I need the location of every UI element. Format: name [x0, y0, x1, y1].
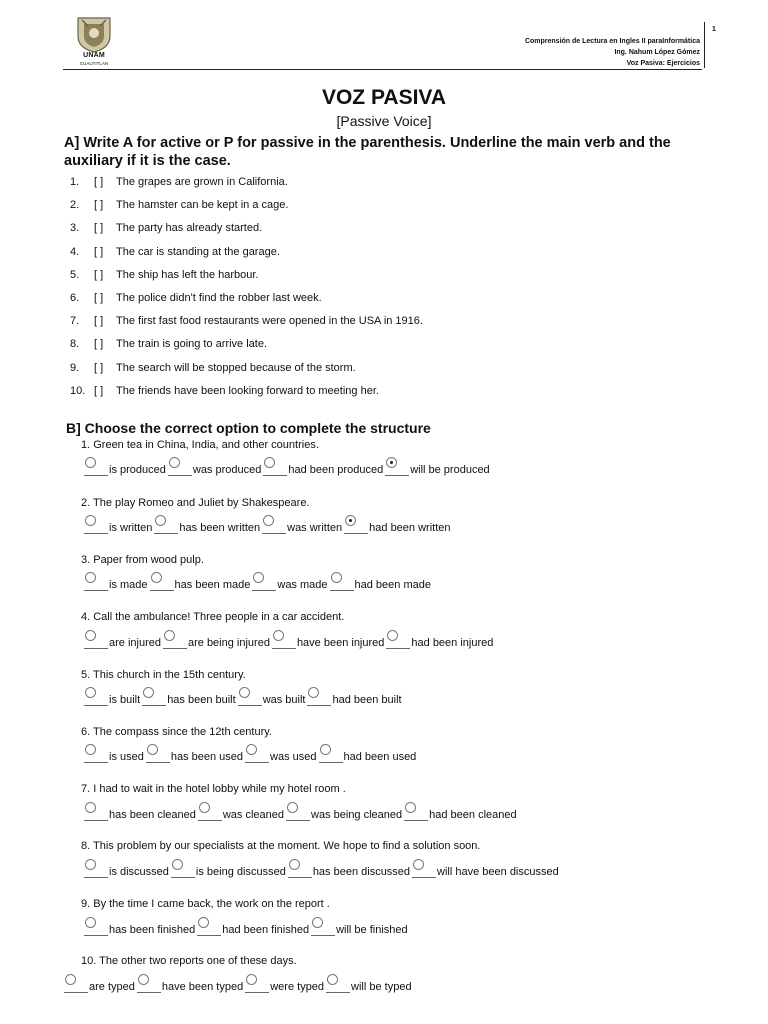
radio-button	[263, 461, 287, 476]
option[interactable]: has been finished	[84, 921, 195, 936]
radio-button	[168, 461, 192, 476]
option[interactable]: have been injured	[272, 634, 384, 649]
answer-bracket[interactable]: [ ]	[94, 338, 104, 351]
answer-bracket[interactable]: [ ]	[94, 361, 104, 374]
radio-button	[84, 461, 108, 476]
logo-text: UNAM	[83, 52, 105, 59]
answer-bracket[interactable]: [ ]	[94, 384, 104, 397]
instructor-name: Ing. Nahum López Gómez	[614, 49, 700, 56]
document-header	[525, 36, 700, 69]
option[interactable]: is written	[84, 519, 152, 534]
options-6	[84, 747, 418, 763]
option[interactable]: was cleaned	[198, 806, 284, 821]
section-a-list	[70, 176, 423, 408]
list-item: 10. [ ] The friends have been looking forward to meeting her.	[70, 385, 423, 408]
radio-button	[163, 634, 187, 649]
radio-button	[154, 519, 178, 534]
header-vertical-divider	[704, 22, 705, 68]
option[interactable]: is discussed	[84, 863, 169, 878]
list-item: 9. [ ] The search will be stopped because of the storm.	[70, 362, 423, 385]
radio-button	[412, 863, 436, 878]
radio-button	[272, 634, 296, 649]
radio-button	[386, 634, 410, 649]
options-2	[84, 518, 453, 534]
option[interactable]: had been injured	[386, 634, 493, 649]
section-b-title: B] Choose the correct option to complete the structure	[66, 420, 431, 436]
options-10	[64, 977, 414, 993]
option[interactable]: has been cleaned	[84, 806, 196, 821]
option[interactable]: have been typed	[137, 978, 243, 993]
option[interactable]: is produced	[84, 461, 166, 476]
option[interactable]: will be produced	[385, 461, 490, 476]
list-item: 4. [ ] The car is standing at the garage.	[70, 246, 423, 269]
options-1	[84, 460, 492, 476]
radio-button	[84, 576, 108, 591]
option[interactable]: is being discussed	[171, 863, 286, 878]
list-item: 3. [ ] The party has already started.	[70, 222, 423, 245]
list-item: 8. [ ] The train is going to arrive late.	[70, 338, 423, 361]
question-4: 4. Call the ambulance! Three people in a car accident.	[81, 611, 345, 623]
radio-button	[288, 863, 312, 878]
radio-button	[84, 748, 108, 763]
radio-button	[171, 863, 195, 878]
option[interactable]: was produced	[168, 461, 262, 476]
option[interactable]: will be finished	[311, 921, 408, 936]
question-7: 7. I had to wait in the hotel lobby while my hotel room .	[81, 783, 346, 795]
option[interactable]: had been written	[344, 519, 450, 534]
radio-button	[326, 978, 350, 993]
option[interactable]: has been discussed	[288, 863, 410, 878]
option[interactable]: will be typed	[326, 978, 412, 993]
radio-button	[286, 806, 310, 821]
answer-bracket[interactable]: [ ]	[94, 222, 104, 235]
option[interactable]: are injured	[84, 634, 161, 649]
page-number: 1	[712, 26, 716, 33]
list-item: 2. [ ] The hamster can be kept in a cage.	[70, 199, 423, 222]
course-name: Comprensión de Lectura en Ingles II paraInformática	[524, 38, 700, 45]
page-title: VOZ PASIVA	[321, 86, 447, 109]
question-5: 5. This church in the 15th century.	[81, 669, 246, 681]
list-item: 5. [ ] The ship has left the harbour.	[70, 269, 423, 292]
radio-button	[137, 978, 161, 993]
radio-button	[198, 806, 222, 821]
logo-subtext: CUAUTITLAN	[79, 61, 109, 66]
question-10: 10. The other two reports one of these days.	[81, 955, 297, 967]
answer-bracket[interactable]: [ ]	[94, 245, 104, 258]
radio-button	[84, 863, 108, 878]
option[interactable]: was being cleaned	[286, 806, 402, 821]
radio-button	[84, 691, 108, 706]
question-9: 9. By the time I came back, the work on the report .	[81, 898, 330, 910]
option[interactable]: had been used	[319, 748, 417, 763]
radio-button	[142, 691, 166, 706]
option[interactable]: is built	[84, 691, 140, 706]
list-item: 6. [ ] The police didn't find the robber last week.	[70, 292, 423, 315]
radio-button	[330, 576, 354, 591]
option[interactable]: had been made	[330, 576, 431, 591]
option[interactable]: has been made	[150, 576, 251, 591]
option[interactable]: has been used	[146, 748, 243, 763]
option[interactable]: has been written	[154, 519, 260, 534]
options-3	[84, 575, 433, 591]
option[interactable]: is used	[84, 748, 144, 763]
radio-button	[262, 519, 286, 534]
option[interactable]: were typed	[245, 978, 324, 993]
question-3: 3. Paper from wood pulp.	[81, 554, 204, 566]
list-item: 1. [ ] The grapes are grown in California.	[70, 176, 423, 199]
answer-bracket[interactable]: [ ]	[94, 268, 104, 281]
options-7	[84, 805, 519, 821]
options-4	[84, 633, 495, 649]
question-2: 2. The play Romeo and Juliet by Shakespeare.	[81, 497, 310, 509]
radio-button	[64, 978, 88, 993]
radio-button	[84, 634, 108, 649]
question-6: 6. The compass since the 12th century.	[81, 726, 272, 738]
radio-button-selected	[385, 461, 409, 476]
option[interactable]: will have been discussed	[412, 863, 559, 878]
option[interactable]: was used	[245, 748, 316, 763]
options-9	[84, 920, 410, 936]
radio-button	[319, 748, 343, 763]
option[interactable]: had been built	[307, 691, 401, 706]
radio-button	[197, 921, 221, 936]
option[interactable]: are typed	[64, 978, 135, 993]
question-1: 1. Green tea in China, India, and other countries.	[81, 439, 319, 451]
options-5	[84, 690, 404, 706]
radio-button	[307, 691, 331, 706]
radio-button	[311, 921, 335, 936]
option[interactable]: had been finished	[197, 921, 309, 936]
document-topic: Voz Pasiva: Ejercicios	[626, 60, 700, 67]
radio-button	[146, 748, 170, 763]
answer-bracket[interactable]: [ ]	[94, 199, 104, 212]
radio-button	[404, 806, 428, 821]
answer-bracket[interactable]: [ ]	[94, 176, 104, 188]
option[interactable]: are being injured	[163, 634, 270, 649]
answer-bracket[interactable]: [ ]	[94, 315, 104, 328]
page-subtitle: [Passive Voice]	[336, 113, 432, 129]
option[interactable]: had been cleaned	[404, 806, 516, 821]
radio-button	[252, 576, 276, 591]
radio-button-selected	[344, 519, 368, 534]
radio-button	[150, 576, 174, 591]
option[interactable]: is made	[84, 576, 148, 591]
answer-bracket[interactable]: [ ]	[94, 291, 104, 304]
radio-button	[245, 978, 269, 993]
option[interactable]: was built	[238, 691, 306, 706]
option[interactable]: was written	[262, 519, 342, 534]
option[interactable]: has been built	[142, 691, 236, 706]
radio-button	[245, 748, 269, 763]
list-item: 7. [ ] The first fast food restaurants were opened in the USA in 1916.	[70, 315, 423, 338]
options-8	[84, 862, 561, 878]
option[interactable]: was made	[252, 576, 327, 591]
radio-button	[84, 519, 108, 534]
question-8: 8. This problem by our specialists at the moment. We hope to find a solution soon.	[81, 840, 481, 852]
header-divider	[63, 69, 702, 70]
option[interactable]: had been produced	[263, 461, 383, 476]
section-a-instruction: A] Write A for active or P for passive in the parenthesis. Underline the main verb and the auxiliary if it is the case.	[64, 135, 671, 169]
radio-button	[238, 691, 262, 706]
radio-button	[84, 806, 108, 821]
radio-button	[84, 921, 108, 936]
